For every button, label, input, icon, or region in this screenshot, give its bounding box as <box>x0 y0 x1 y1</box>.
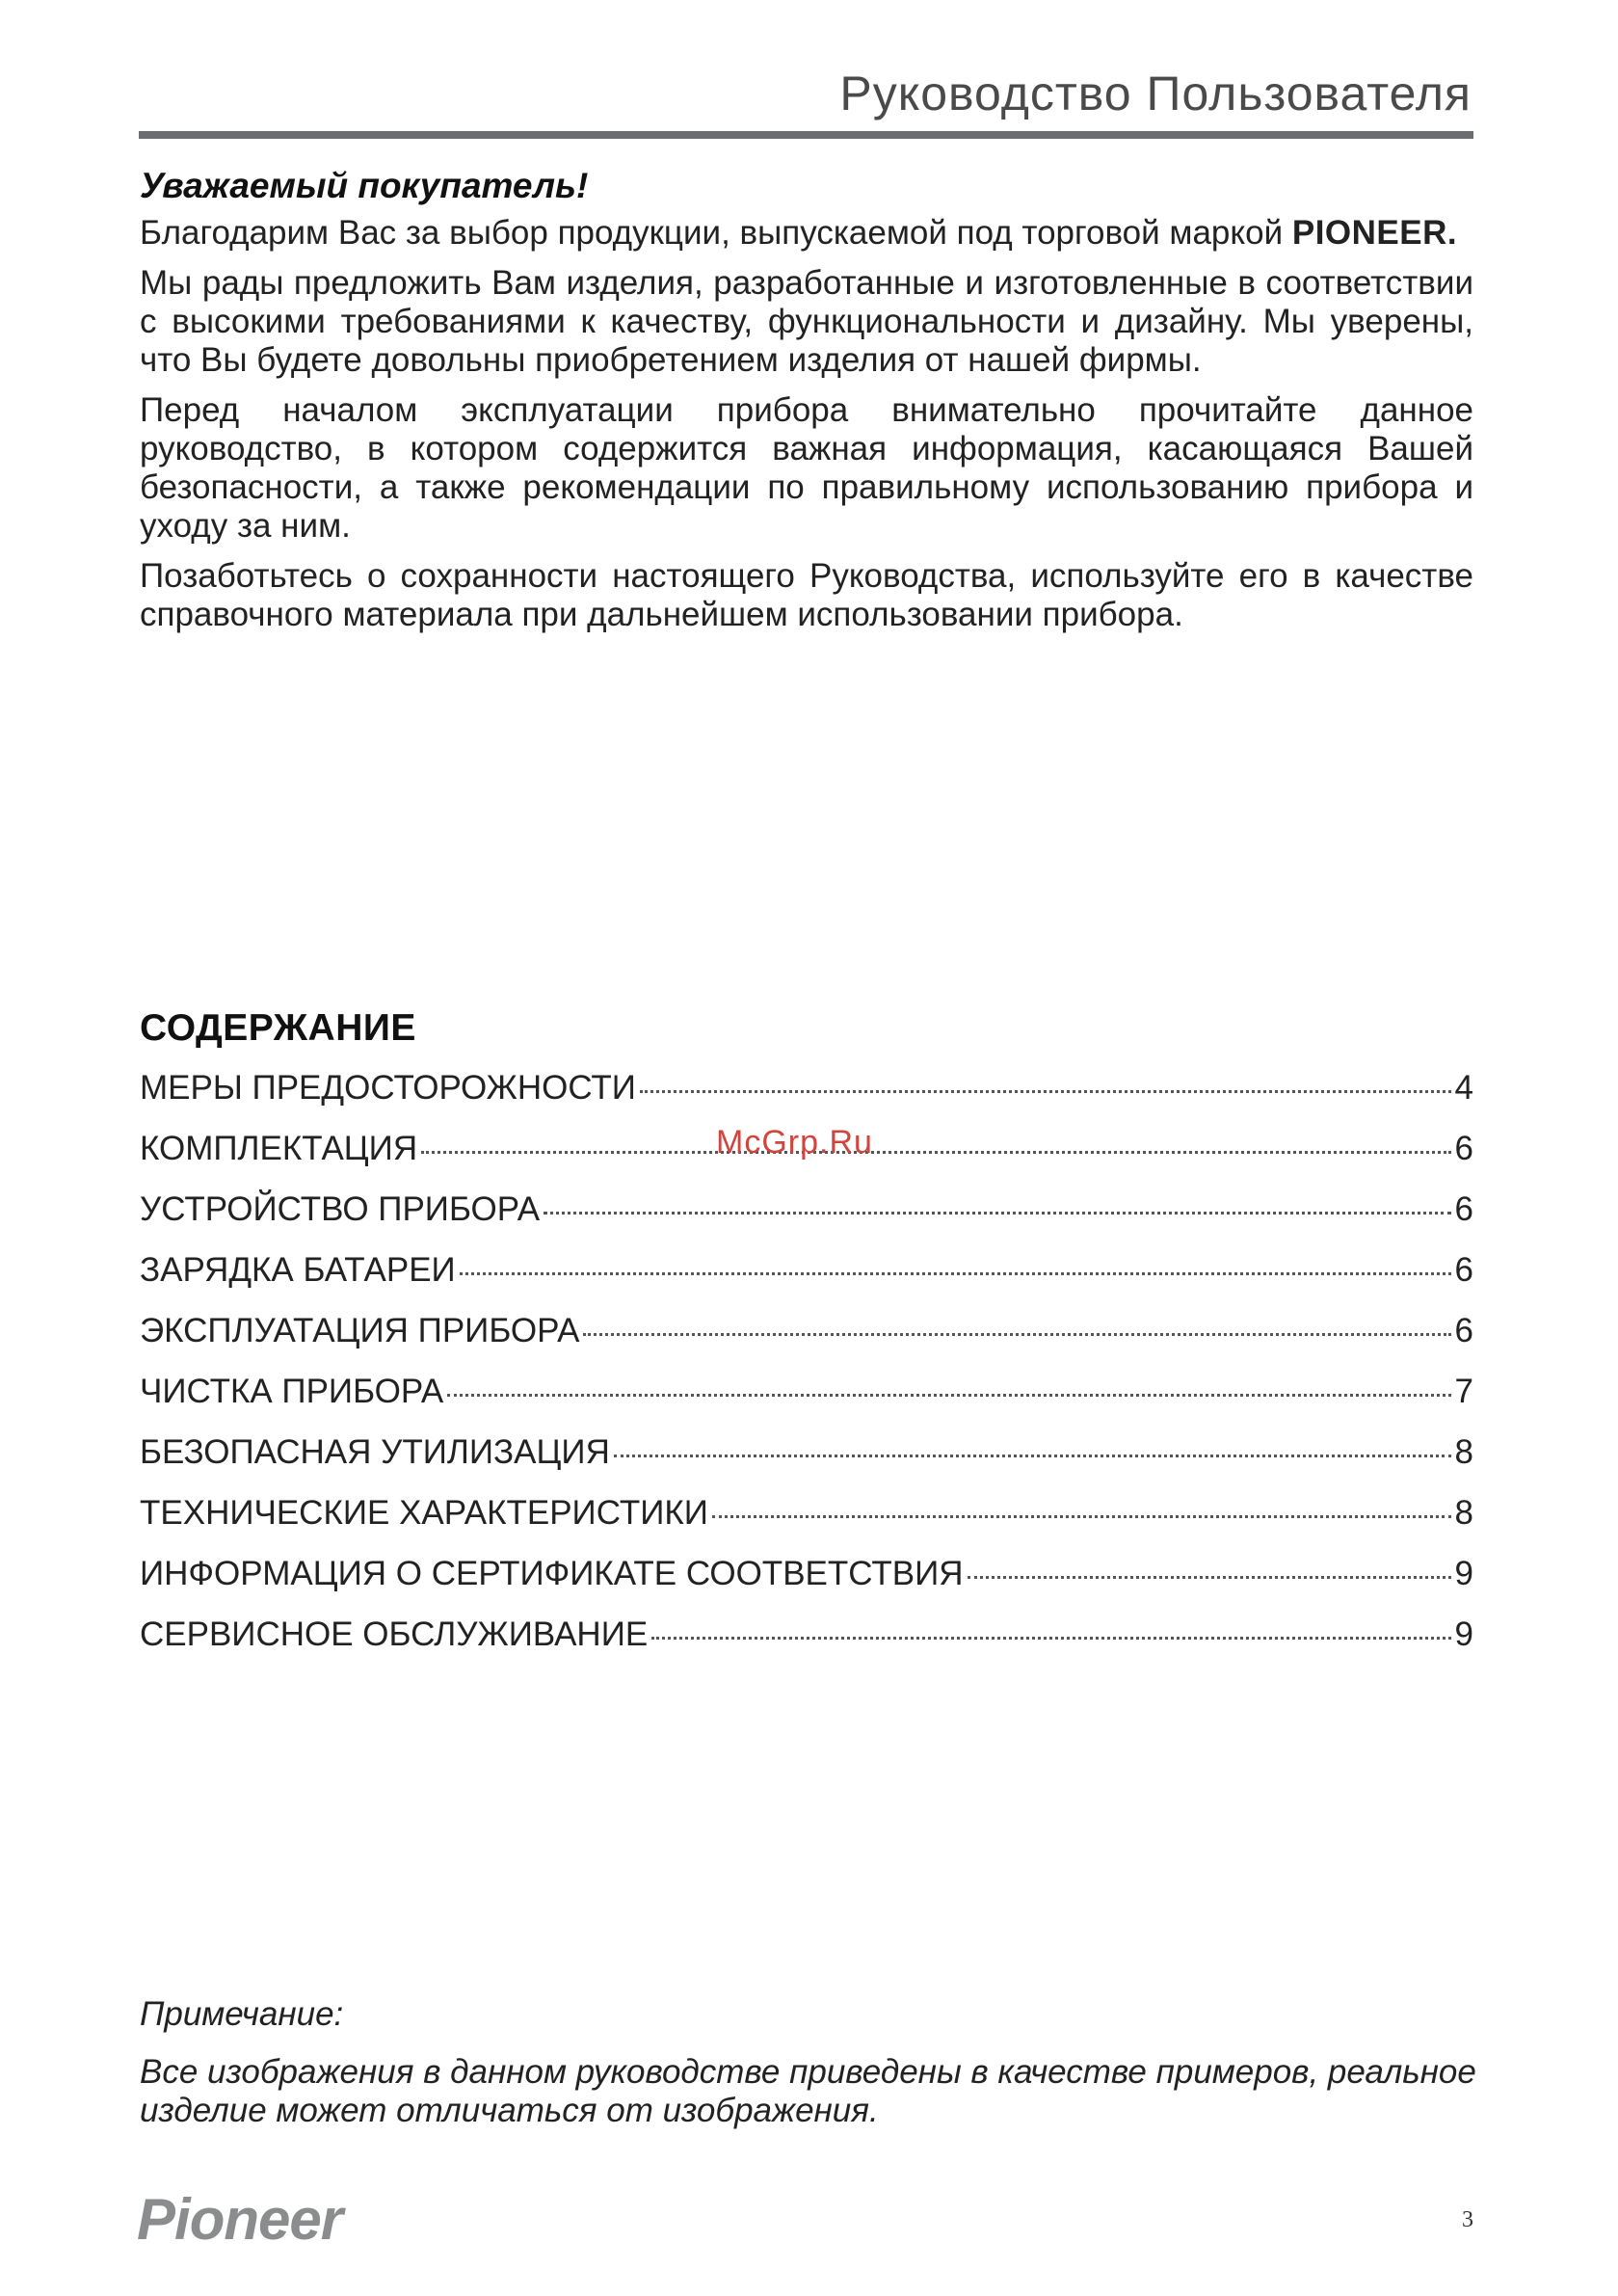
toc-item-label: ЧИСТКА ПРИБОРА <box>140 1373 444 1410</box>
note-label: Примечание: <box>140 1995 344 2033</box>
note-text: Все изображения в данном руководстве приведены в качестве примеров, реальное изделие может отличаться от изображения. <box>140 2053 1476 2129</box>
toc-item-page: 9 <box>1454 1555 1473 1592</box>
toc-dot-leader <box>614 1455 1451 1457</box>
toc-dot-leader <box>583 1333 1450 1336</box>
toc-item-label: СЕРВИСНОЕ ОБСЛУЖИВАНИЕ <box>140 1615 649 1653</box>
greeting-heading: Уважаемый покупатель! <box>140 166 589 205</box>
toc-item-label: МЕРЫ ПРЕДОСТОРОЖНОСТИ <box>140 1069 636 1107</box>
toc-dot-leader <box>544 1212 1450 1215</box>
toc-item[interactable] <box>140 1312 1473 1373</box>
intro-paragraph-1 <box>140 214 1473 253</box>
toc-item[interactable] <box>140 1251 1473 1312</box>
page-number: 3 <box>1462 2207 1473 2232</box>
toc-item[interactable] <box>140 1190 1473 1251</box>
toc-dot-leader <box>640 1090 1451 1093</box>
intro-section <box>140 166 1473 646</box>
toc-item-page: 7 <box>1454 1373 1473 1410</box>
toc-item[interactable] <box>140 1433 1473 1494</box>
toc-item-label: ТЕХНИЧЕСКИЕ ХАРАКТЕРИСТИКИ <box>140 1494 708 1532</box>
intro-paragraph-3: Перед началом эксплуатации прибора внимательно прочитайте данное руководство, в котором содержится важная информация, касающаяся Вашей безопасности, а также рекомендации по правильному использованию прибора и уходу за ним. <box>140 391 1473 545</box>
intro-paragraph-2: Мы рады предложить Вам изделия, разработанные и изготовленные в соответствии с высокими требованиями к качеству, функциональности и дизайну. Мы уверены, что Вы будете довольны приобретением изделия от нашей фирмы. <box>140 264 1473 379</box>
toc-item[interactable] <box>140 1555 1473 1615</box>
toc-item-page: 9 <box>1454 1615 1473 1653</box>
toc-dot-leader <box>421 1151 1450 1154</box>
note-section <box>140 1995 1479 2130</box>
toc-item-page: 6 <box>1454 1251 1473 1289</box>
toc-item[interactable] <box>140 1069 1473 1130</box>
toc-item-label: ЗАРЯДКА БАТАРЕИ <box>140 1251 456 1289</box>
toc-item-page: 6 <box>1454 1130 1473 1167</box>
toc-item-page: 8 <box>1454 1494 1473 1532</box>
page-header-title: Руководство Пользователя <box>839 67 1472 120</box>
toc-item-label: ЭКСПЛУАТАЦИЯ ПРИБОРА <box>140 1312 580 1349</box>
toc-item[interactable] <box>140 1494 1473 1555</box>
toc-heading: СОДЕРЖАНИЕ <box>140 1007 416 1049</box>
toc-item[interactable] <box>140 1615 1473 1676</box>
header-divider <box>139 131 1473 139</box>
toc-item-label: КОМПЛЕКТАЦИЯ <box>140 1130 418 1167</box>
brand-name: PIONEER. <box>1291 214 1458 252</box>
toc-item-page: 8 <box>1454 1433 1473 1471</box>
toc-item-label: УСТРОЙСТВО ПРИБОРА <box>140 1190 541 1228</box>
toc-item[interactable] <box>140 1373 1473 1433</box>
toc-item-page: 4 <box>1454 1069 1473 1107</box>
pioneer-logo: Pioneer <box>137 2187 343 2252</box>
toc-item-page: 6 <box>1454 1312 1473 1349</box>
toc-item-label: ИНФОРМАЦИЯ О СЕРТИФИКАТЕ СООТВЕТСТВИЯ <box>140 1555 964 1592</box>
intro-paragraph-1-text: Благодарим Вас за выбор продукции, выпускаемой под торговой маркой <box>140 214 1284 252</box>
toc-dot-leader <box>460 1272 1451 1275</box>
toc-dot-leader <box>712 1515 1451 1518</box>
toc-dot-leader <box>968 1576 1451 1579</box>
toc-dot-leader <box>651 1637 1450 1640</box>
table-of-contents <box>140 1007 1473 1676</box>
toc-dot-leader <box>447 1394 1450 1397</box>
watermark: McGrp.Ru <box>716 1124 873 1161</box>
toc-item-label: БЕЗОПАСНАЯ УТИЛИЗАЦИЯ <box>140 1433 610 1471</box>
toc-item-page: 6 <box>1454 1190 1473 1228</box>
intro-paragraph-4: Позаботьтесь о сохранности настоящего Руководства, используйте его в качестве справочного материала при дальнейшем использовании прибора. <box>140 557 1473 633</box>
